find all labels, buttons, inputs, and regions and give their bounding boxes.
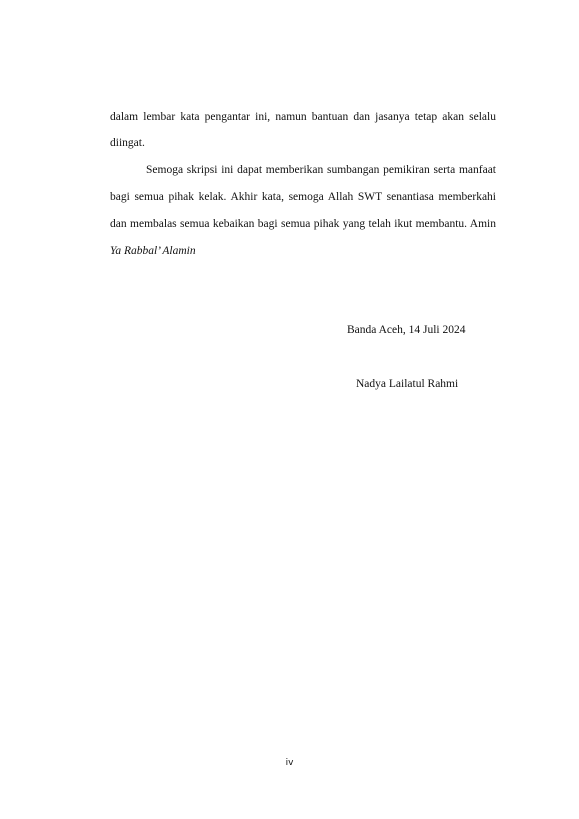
text-line: dalam lembar kata pengantar ini, namun bantuan dan jasanya tetap akan selalu (110, 111, 496, 123)
signature-name: Nadya Lailatul Rahmi (356, 378, 459, 390)
text-line-italic: Ya Rabbal’ Alamin (110, 245, 196, 257)
text-line: dan membalas semua kebaikan bagi semua pihak yang telah ikut membantu. Amin (110, 218, 496, 230)
page-number: iv (285, 758, 294, 768)
text-line: Semoga skripsi ini dapat memberikan sumbangan pemikiran serta manfaat (146, 164, 496, 176)
signature-place-date: Banda Aceh, 14 Juli 2024 (347, 324, 466, 336)
text-line: diingat. (110, 137, 145, 149)
text-line: bagi semua pihak kelak. Akhir kata, semoga Allah SWT senantiasa memberkahi (110, 191, 496, 203)
